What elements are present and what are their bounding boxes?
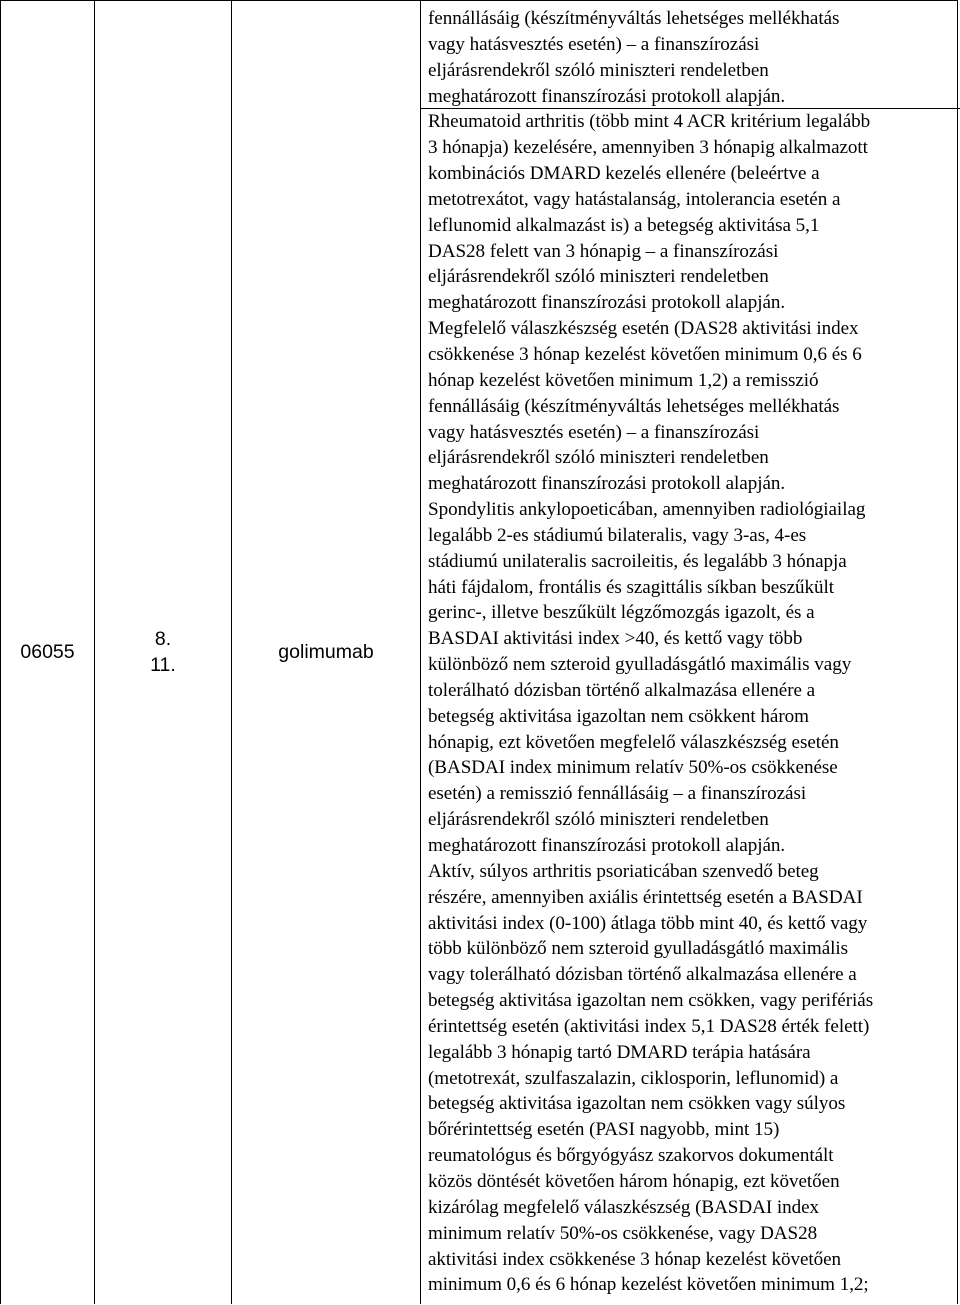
- indication-text-line: legalább 2-es stádiumú bilateralis, vagy 3-as, 4-es: [428, 524, 807, 546]
- indication-text-line: fennállásáig (készítményváltás lehetséges mellékhatás: [428, 395, 840, 417]
- indication-text: [428, 6, 953, 1298]
- indication-text-line: Megfelelő válaszkészség esetén (DAS28 aktivitási index: [428, 318, 859, 340]
- indication-text-line: kizárólag megfelelő válaszkészség (BASDAI index: [428, 1196, 820, 1218]
- code-cell: 06055: [20, 640, 75, 663]
- indication-text-line: Rheumatoid arthritis (több mint 4 ACR kritérium legalább: [428, 111, 871, 133]
- indication-text-line: háti fájdalom, frontális és szagittális síkban beszűkült: [428, 576, 835, 598]
- indication-text-line: minimum 0,6 és 6 hónap kezelést követően minimum 1,2;: [428, 1274, 869, 1296]
- indication-text-line: Spondylitis ankylopoeticában, amennyiben radiológiailag: [428, 499, 866, 521]
- indication-text-line: betegség aktivitása igazoltan nem csökkent három: [428, 705, 809, 727]
- point-column: [95, 1, 232, 1304]
- code-column: [1, 1, 95, 1304]
- indication-text-line: vagy tolerálható dózisban történő alkalmazása ellenére a: [428, 964, 857, 986]
- indication-text-line: aktivitási index csökkenése 3 hónap kezelést követően: [428, 1248, 842, 1270]
- indication-text-line: stádiumú unilateralis sacroileitis, és legalább 3 hónapja: [428, 550, 847, 572]
- indication-text-line: hónapig, ezt követően megfelelő válaszkészség esetén: [428, 731, 839, 753]
- indication-text-line: fennállásáig (készítményváltás lehetséges mellékhatás: [428, 8, 840, 29]
- indication-text-line: aktivitási index (0-100) átlaga több mint 40, és kettő vagy: [428, 912, 868, 934]
- indication-text-line: esetén) a remisszió fennállásáig – a finanszírozási: [428, 783, 807, 805]
- indication-text-line: gerinc-, illetve beszűkült légzőmozgás igazolt, és a: [428, 602, 815, 624]
- indication-text-line: bőrérintettség esetén (PASI nagyobb, mint 15): [428, 1119, 780, 1141]
- indication-text-line: betegség aktivitása igazoltan nem csökken vagy súlyos: [428, 1093, 846, 1115]
- indication-text-line: tolerálható dózisban történő alkalmazása ellenére a: [428, 679, 816, 701]
- indication-text-line: több különböző nem szteroid gyulladásgátló maximális: [428, 938, 849, 960]
- indication-text-line: eljárásrendekről szóló miniszteri rendeletben: [428, 59, 769, 81]
- indication-text-line: meghatározott finanszírozási protokoll alapján.: [428, 292, 786, 314]
- indication-text-line: 3 hónapja) kezelésére, amennyiben 3 hónapig alkalmazott: [428, 137, 868, 159]
- indication-text-line: eljárásrendekről szóló miniszteri rendeletben: [428, 447, 769, 469]
- indication-text-line: különböző nem szteroid gyulladásgátló maximális vagy: [428, 654, 852, 676]
- point-number-line2: 11.: [150, 653, 176, 676]
- indication-text-line: meghatározott finanszírozási protokoll alapján.: [428, 835, 786, 856]
- indication-text-line: metotrexátot, vagy hatástalanság, intolerancia esetén a: [428, 188, 841, 210]
- indication-text-line: csökkenése 3 hónap kezelést követően minimum 0,6 és 6: [428, 343, 862, 365]
- indication-text-line: vagy hatásvesztés esetén) – a finanszírozási: [428, 421, 760, 443]
- indication-text-line: kombinációs DMARD kezelés ellenére (beleértve a: [428, 163, 820, 185]
- drug-name-column: [232, 1, 421, 1304]
- indication-text-line: meghatározott finanszírozási protokoll alapján.: [428, 473, 786, 495]
- indication-text-line: (metotrexát, szulfaszalazin, ciklosporin, leflunomid) a: [428, 1067, 839, 1089]
- point-cell: [95, 1, 231, 1304]
- indication-text-line: vagy hatásvesztés esetén) – a finanszírozási: [428, 33, 760, 55]
- indication-text-line: BASDAI aktivitási index >40, és kettő vagy több: [428, 628, 803, 650]
- point-number-line1: 8.: [154, 627, 172, 650]
- indication-text-line: legalább 3 hónapig tartó DMARD terápia hatására: [428, 1041, 811, 1063]
- row-separator: [420, 108, 960, 109]
- drug-name-cell: golimumab: [278, 640, 374, 663]
- indication-text-line: reumatológus és bőrgyógyász szakorvos dokumentált: [428, 1145, 834, 1167]
- indication-text-line: eljárásrendekről szóló miniszteri rendeletben: [428, 809, 769, 831]
- indication-text-line: minimum relatív 50%-os csökkenése, vagy DAS28: [428, 1222, 818, 1244]
- indication-text-line: leflunomid alkalmazást is) a betegség aktivitása 5,1: [428, 214, 820, 236]
- indication-text-line: meghatározott finanszírozási protokoll alapján.: [428, 85, 786, 107]
- indication-text-line: DAS28 felett van 3 hónapig – a finanszírozási: [428, 240, 779, 262]
- indication-text-line: hónap kezelést követően minimum 1,2) a remisszió: [428, 369, 819, 391]
- indication-text-line: érintettség esetén (aktivitási index 5,1 DAS28 érték felett): [428, 1015, 870, 1037]
- indication-text-line: közös döntését követően három hónapig, ezt követően: [428, 1170, 840, 1192]
- indication-text-line: eljárásrendekről szóló miniszteri rendeletben: [428, 266, 769, 288]
- indication-text-line: (BASDAI index minimum relatív 50%-os csökkenése: [428, 757, 838, 779]
- indication-text-line: betegség aktivitása igazoltan nem csökken, vagy perifériás: [428, 990, 874, 1012]
- indication-text-line: Aktív, súlyos arthritis psoriaticában szenvedő beteg: [428, 860, 819, 882]
- indication-column: [421, 1, 957, 1304]
- indication-text-line: részére, amennyiben axiális érintettség esetén a BASDAI: [428, 886, 863, 908]
